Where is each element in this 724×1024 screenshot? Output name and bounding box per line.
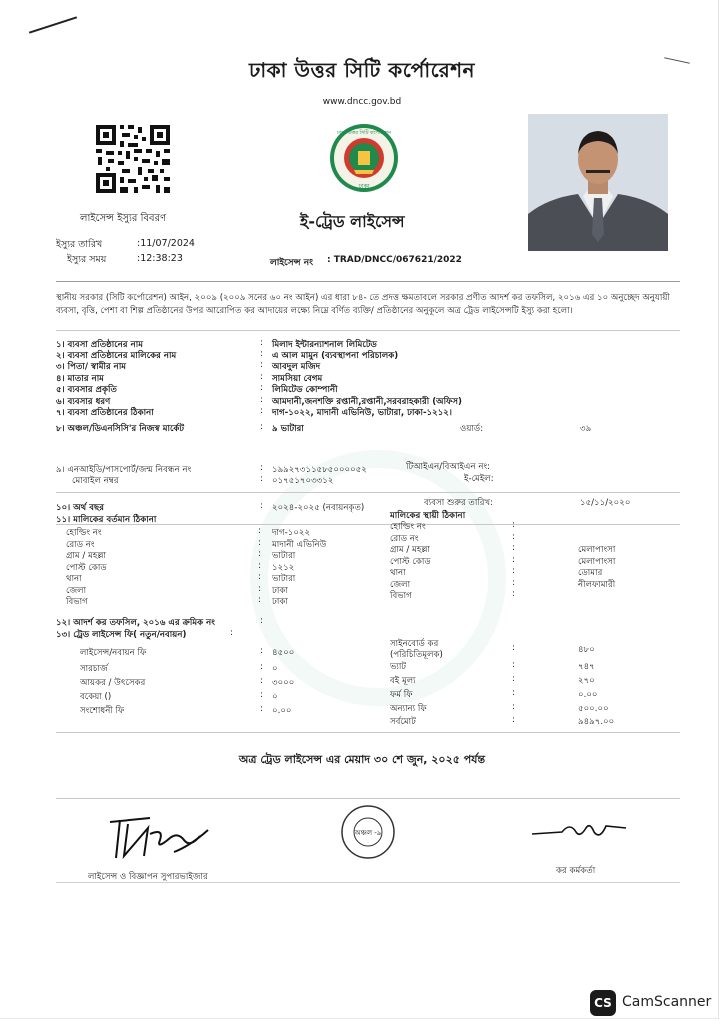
detail-label: ৩। পিতা/ স্বামীর নাম	[56, 362, 127, 372]
detail-value: আমদানী,জনশক্তি রপ্তানী,রপ্তানী,সরবরাহকারী (অফিস)	[272, 397, 462, 407]
detail-value: লিমিটেড কোম্পানী	[272, 385, 338, 395]
colon: :	[258, 583, 261, 594]
detail-label: ৪। মাতার নাম	[56, 374, 104, 384]
fee-value: ৫০০.০০	[578, 704, 609, 714]
seal-bottom-text: ঢাকা	[358, 183, 370, 190]
colon: :	[512, 643, 515, 653]
current-address-label: রোড নং	[66, 539, 95, 550]
current-address-value: ভাটারা	[272, 551, 296, 561]
fee-value: ২৭০	[578, 676, 595, 686]
colon: :	[258, 526, 261, 536]
tax-officer-signature	[530, 816, 630, 844]
fee-heading: ১৩। ট্রেড লাইসেন্স ফি( নতুন/নবায়ন)	[56, 630, 187, 640]
colon: :	[260, 646, 263, 656]
nid-value: ১৯৯২৭৩১১৫৮৫০০০০৫২	[272, 465, 367, 475]
detail-value: মিলাদ ইন্টারন্যাশনাল লিমিটেড	[272, 340, 377, 350]
issue-time-value: :12:38:23	[137, 253, 183, 264]
detail-label: ১। ব্যবসা প্রতিষ্ঠানের নাম	[56, 340, 143, 350]
colon: :	[258, 549, 261, 559]
zone-stamp	[328, 804, 408, 860]
current-address-label: বিভাগ	[66, 597, 88, 607]
colon: :	[258, 537, 261, 548]
permanent-address-value: নীলফামারী	[578, 579, 616, 590]
fiscal-year-value: ২০২৪-২০২৫ (নবায়নকৃত)	[272, 503, 365, 513]
stamp-text: অঞ্চল -৯	[354, 829, 382, 837]
divider	[56, 524, 680, 525]
current-address-value: ১২১২	[272, 562, 295, 573]
nid-label: ৯। এনআইডি/পাসপোর্ট/জন্ম নিবন্ধন নং	[56, 465, 192, 475]
ward-value: ৩৯	[580, 424, 592, 434]
colon: :	[260, 662, 263, 672]
license-title: ই-ট্রেড লাইসেন্স	[300, 212, 405, 231]
fee-value: ৪৫০০	[272, 648, 295, 658]
camscanner-name: CamScanner	[622, 994, 712, 1010]
divider	[56, 281, 680, 282]
divider	[56, 882, 680, 883]
colon: :	[258, 572, 261, 582]
fee-value: ০	[272, 692, 278, 702]
issue-date-value: :11/07/2024	[137, 238, 195, 249]
colon: :	[260, 383, 263, 393]
permanent-address-label: হোল্ডিং নং	[390, 522, 426, 532]
colon: :	[512, 520, 515, 530]
mobile-label: মোবাইল নম্বর	[72, 476, 119, 486]
license-number-label: লাইসেন্স নং	[270, 258, 314, 268]
divider	[56, 798, 680, 799]
detail-label: ৫। ব্যবসার প্রকৃতি	[56, 385, 117, 395]
fee-label: ভ্যাট	[390, 662, 407, 672]
fee-label-note: (পরিচিতিমূলক)	[390, 650, 443, 660]
colon: :	[260, 406, 263, 416]
colon: :	[260, 338, 263, 348]
business-start-value: ১৫/১১/২০২০	[580, 498, 631, 508]
fee-label: বই মূল্য	[390, 676, 416, 686]
schedule-label: ১২। আদর্শ কর তফসিল, ২০১৬ এর ক্রমিক নং	[56, 618, 215, 628]
colon: :	[512, 543, 515, 553]
permanent-address-label: পোস্ট কোড	[390, 556, 431, 567]
colon: :	[230, 628, 233, 638]
colon: :	[260, 501, 263, 511]
detail-value: আবদুল মজিদ	[272, 362, 321, 372]
fee-value: ৪৮০	[578, 645, 595, 655]
colon: :	[260, 474, 263, 484]
colon: :	[512, 531, 515, 542]
ward-label: ওয়ার্ড:	[460, 424, 484, 434]
website-url: www.dncc.gov.bd	[322, 97, 402, 107]
colon: :	[512, 715, 515, 725]
colon: :	[260, 690, 263, 700]
fee-label: বকেয়া ()	[80, 692, 112, 702]
mobile-value: ০১৭৫১৭০৩৩১২	[272, 476, 334, 486]
current-address-value: দাগ-১০২২	[272, 528, 311, 538]
fee-label: সারচার্জ	[80, 664, 108, 674]
detail-label: ৬। ব্যবসার ধরণ	[56, 397, 111, 407]
colon: :	[260, 676, 263, 686]
qr-code	[94, 123, 172, 195]
fee-label: সর্বমোট	[390, 717, 416, 727]
detail-label: ৮। অঞ্চল/ডিএনসিসি'র নিজস্ব মার্কেট	[56, 424, 185, 434]
intro-paragraph: স্থানীয় সরকার (সিটি কর্পোরেশন) আইন, ২০০৯ (২০০৯ সনের ৬০ নং আইন) এর ধারা ৮৪- তে প্রদত্ত ক্ষমতাবলে সরকার প্রণীত আদর্শ কর তফসিল, ২০১৬ এর ১০ অনুচ্ছেদ অনুযায়ী ব্যবসা, বৃত্তি, পেশা বা শিল্প প্রতিষ্ঠানের উপর আরোপিত কর আদায়ের লক্ষ্যে নিম্নে বর্ণিত ব্যক্তি/ প্রতিষ্ঠানের অনুকূলে অত্র ট্রেড লাইসেন্সটি ইস্যু করা হলো।	[56, 293, 670, 316]
issue-details-heading: লাইসেন্স ইস্যুর বিবরণ	[80, 213, 167, 224]
colon: :	[260, 704, 263, 714]
fee-label: সাইনবোর্ড কর	[390, 639, 439, 649]
current-address-value: মাদানী এভিনিউ	[272, 539, 327, 550]
colon: :	[260, 360, 263, 370]
tax-officer-label: কর কর্মকর্তা	[556, 866, 596, 876]
current-address-value: ভাটারা	[272, 574, 296, 584]
seal-text: ঢাকা উত্তর সিটি কর্পোরেশন	[336, 130, 392, 136]
validity-text: অত্র ট্রেড লাইসেন্স এর মেয়াদ ৩০ শে জুন, ২০২৫ পর্যন্ত	[238, 753, 486, 766]
fee-value: ৩০০০	[272, 678, 295, 688]
fee-label: আয়কর / উৎসেকর	[80, 678, 146, 688]
tin-label: টিআইএন/বিআইএন নং:	[406, 462, 491, 472]
email-label: ই-মেইল:	[464, 474, 494, 484]
divider	[56, 492, 680, 493]
detail-value: এ আল মামুন (ব্যবস্থাপনা পরিচালক)	[272, 351, 399, 361]
colon: :	[512, 554, 515, 565]
permanent-address-value: মেলাপাংসা	[578, 556, 616, 567]
divider	[56, 330, 680, 331]
dncc-seal	[328, 122, 400, 194]
detail-label: ২। ব্যবসা প্রতিষ্ঠানের মালিকের নাম	[56, 351, 177, 361]
colon: :	[512, 566, 515, 576]
colon: :	[260, 422, 263, 432]
issue-time-label: ইস্যুর সময়	[67, 254, 107, 265]
fee-label: অন্যান্য ফি	[390, 704, 427, 714]
detail-label: ৭। ব্যবসা প্রতিষ্ঠানের ঠিকানা	[56, 408, 154, 418]
fee-value: ০.০০	[272, 706, 292, 716]
owner-photo	[528, 114, 668, 251]
supervisor-label: লাইসেন্স ও বিজ্ঞাপন সুপারভাইজার	[88, 872, 208, 882]
colon: :	[512, 660, 515, 670]
fiscal-year-label: ১০। অর্থ বছর	[56, 503, 104, 513]
current-address-value: ঢাকা	[272, 585, 288, 596]
permanent-address-label: জেলা	[390, 579, 411, 590]
current-address-value: ঢাকা	[272, 597, 288, 607]
permanent-address-label: গ্রাম / মহল্লা	[390, 545, 430, 555]
colon: :	[258, 560, 261, 571]
permanent-address-heading: মালিকের স্থায়ী ঠিকানা	[390, 511, 466, 521]
colon: :	[512, 688, 515, 698]
colon: :	[260, 349, 263, 359]
detail-value: ৯ ভাটারা	[272, 424, 304, 434]
business-start-label: ব্যবসা শুরুর তারিখ:	[424, 498, 494, 508]
permanent-address-value: ডোমার	[578, 568, 603, 578]
fee-value: ৯৪৯৭.০০	[578, 717, 615, 727]
issue-date-label: ইস্যুর তারিখ	[56, 239, 103, 250]
colon: :	[260, 463, 263, 473]
colon: :	[512, 589, 515, 599]
camscanner-logo: CS	[590, 990, 616, 1016]
license-number-value: : TRAD/DNCC/067621/2022	[327, 255, 462, 265]
colon: :	[260, 395, 263, 405]
supervisor-signature	[104, 810, 214, 866]
fee-label: লাইসেন্স/নবায়ন ফি	[80, 648, 147, 658]
corporation-title: ঢাকা উত্তর সিটি কর্পোরেশন	[249, 58, 475, 82]
colon: :	[512, 577, 515, 588]
fee-value: ০.০০	[578, 690, 598, 700]
current-address-label: গ্রাম / মহল্লা	[66, 551, 106, 561]
fee-label: ফর্ম ফি	[390, 690, 413, 700]
colon: :	[258, 595, 261, 605]
colon: :	[260, 616, 263, 626]
fee-value: ০	[272, 664, 278, 674]
colon: :	[512, 702, 515, 712]
current-address-label: পোস্ট কোড	[66, 562, 107, 573]
permanent-address-value: মেলাপাংসা	[578, 545, 616, 555]
colon: :	[260, 372, 263, 382]
permanent-address-label: বিভাগ	[390, 591, 412, 601]
permanent-address-label: থানা	[390, 568, 406, 578]
detail-value: দাগ-১০২২, মাদানী এভিনিউ, ভাটারা, ঢাকা-১২১২।	[272, 408, 452, 418]
permanent-address-label: রোড নং	[390, 533, 419, 544]
fee-value: ৭৪৭	[578, 662, 595, 672]
fee-label: সংশোধনী ফি	[80, 706, 125, 716]
divider	[56, 732, 680, 733]
current-address-heading: ১১। মালিকের বর্তমান ঠিকানা	[56, 515, 157, 525]
detail-value: সামসিয়া বেগম	[272, 374, 323, 384]
current-address-label: হোল্ডিং নং	[66, 528, 102, 538]
current-address-label: জেলা	[66, 585, 87, 596]
colon: :	[512, 674, 515, 684]
current-address-label: থানা	[66, 574, 82, 584]
